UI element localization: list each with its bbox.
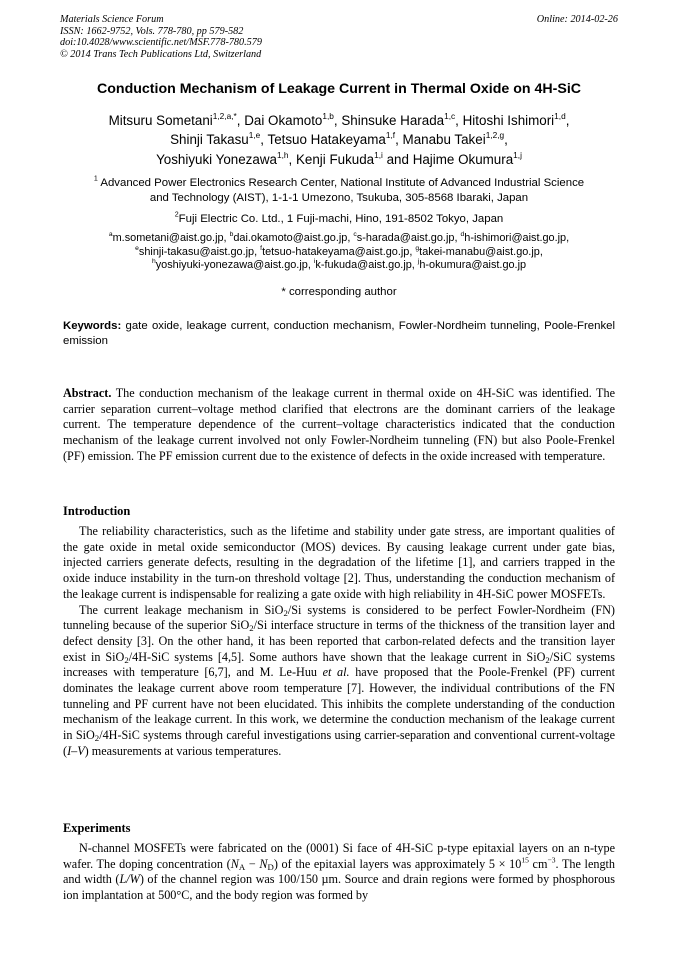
abstract-section	[63, 386, 615, 465]
intro-paragraph-2: The current leakage mechanism in SiO$_2$/Si systems is considered to be perfect Fowler-Nordheim (FN) tunneling because of the superior SiO$_2$/Si interface structure in terms of the thickness of the transition layer and defect density [3]. On the other hand, it has been reported that carbon-related defects and the transition layer exist in SiO$_2$/4H-SiC systems [4,5]. Some authors have shown that the leakage current in SiO$_2$/SiC systems increases with temperature [6,7], and M. Le-Huu et al. have proposed that the Poole-Frenkel (PF) current dominates the leakage current above room temperature [7]. However, the individual contributions of the FN tunneling and PF current have not been elucidated. This inhibits the complete understanding of the conduction mechanism of the leakage current. In this work, we determine the conduction mechanism of the leakage current in SiO$_2$/4H-SiC systems through careful investigations using carrier-separation and conventional current-voltage (I–V) measurements at various temperatures.	[63, 602, 615, 758]
author-name: Manabu Takei	[402, 132, 486, 148]
abstract-text: The conduction mechanism of the leakage current in thermal oxide on 4H-SiC was identified. The carrier separation current–voltage method clarified that electrons are the dominant carriers of the leakage current. The temperature dependence of the current–voltage characteristics indicated that the conduction mechanism of the leakage current involved not only Fowler-Nordheim tunneling (FN) but also Poole-Frenkel (PF) emission. The PF emission current due to the existence of defects in the oxide increased with temperature.	[63, 386, 615, 463]
intro-paragraph-1: The reliability characteristics, such as the lifetime and stability under gate stress, are important qualities of the gate oxide in metal oxide semiconductor (MOS) devices. By causing leakage current under gate bias, injected carriers generate defects, resulting in the degradation of the lifetime [1], and carriers trapped in the oxide induce instability in the turn-on threshold voltage [2]. Thus, understanding the conduction mechanism of the leakage current is indispensable for realizing a gate oxide with high reliability in 4H-SiC power MOSFETs.	[63, 524, 615, 601]
affiliation-text: Advanced Power Electronics Research Center, National Institute of Advanced Industrial Science	[100, 177, 585, 189]
author-name: Shinji Takasu	[170, 132, 249, 148]
author-name: Hajime Okumura	[412, 151, 514, 167]
email-address: s-harada@aist.go.jp	[356, 232, 455, 244]
experiments-heading: Experiments	[63, 821, 131, 835]
affiliation-marker: 1	[93, 175, 98, 183]
author-line-3: Yoshiyuki Yonezawa$^{1,h}$, Kenji Fukuda$^{1,i}$ and Hajime Okumura$^{1,j}$	[156, 149, 522, 167]
author-affil-marker: 1,h	[276, 149, 289, 160]
author-list	[40, 111, 638, 169]
author-affil-marker: 1,2,a,*	[212, 110, 237, 121]
author-name: Dai Okamoto	[244, 113, 323, 128]
email-address: yoshiyuki-yonezawa@aist.go.jp	[155, 259, 308, 272]
author-line-1: Mitsuru Sometani$^{1,2,a,*}$, Dai Okamoto$^{1,b}$, Shinsuke Harada$^{1,c}$, Hitoshi Ishimori$^{1,d}$,	[108, 110, 570, 128]
paper-title: Conduction Mechanism of Leakage Current in Thermal Oxide on 4H-SiC	[96, 81, 582, 97]
keywords-label: Keywords:	[63, 320, 122, 332]
author-affil-marker: 1,f	[385, 130, 396, 141]
affiliation-text: Fuji Electric Co. Ltd., 1 Fuji-machi, Hino, 191-8502 Tokyo, Japan	[178, 213, 504, 225]
author-affil-marker: 1,2,g	[485, 130, 505, 141]
journal-header	[60, 14, 262, 60]
author-affil-marker: 1,b	[322, 110, 334, 121]
keywords-text: gate oxide, leakage current, conduction mechanism, Fowler-Nordheim tunneling, Poole-Frenkel emission	[63, 320, 615, 348]
affiliation-text: and Technology (AIST), 1-1-1 Umezono, Tsukuba, 305-8568 Ibaraki, Japan	[149, 192, 529, 205]
doi-line: doi:10.4028/www.scientific.net/MSF.778-780.579	[60, 37, 262, 49]
keywords-section	[63, 319, 615, 350]
email-address: m.sometani@aist.go.jp	[112, 232, 224, 244]
issn-line: ISSN: 1662-9752, Vols. 778-780, pp 579-582	[60, 25, 244, 37]
online-date: Online: 2014-02-26	[536, 14, 618, 25]
corresponding-author-note: * corresponding author	[281, 286, 397, 298]
author-name: Shinsuke Harada	[341, 113, 445, 128]
abstract-label: Abstract.	[63, 386, 112, 400]
author-name: Hitoshi Ishimori	[462, 113, 555, 128]
author-affil-marker: 1,d	[554, 110, 566, 121]
email-address: h-ishimori@aist.go.jp	[464, 232, 567, 244]
author-name: Yoshiyuki Yonezawa	[156, 151, 277, 167]
email-address: h-okumura@aist.go.jp	[419, 259, 527, 272]
email-address: dai.okamoto@aist.go.jp	[233, 232, 348, 244]
experiments-section	[63, 841, 615, 904]
author-line-2: Shinji Takasu$^{1,e}$, Tetsuo Hatakeyama$^{1,f}$, Manabu Takei$^{1,2,g}$,	[170, 130, 508, 148]
author-name: Kenji Fukuda	[295, 151, 375, 167]
experiments-paragraph-1: N-channel MOSFETs were fabricated on the (0001) Si face of 4H-SiC p-type epitaxial layers on an n-type wafer. The doping concentration $(N_A - N_D)$ of the epitaxial layers was approximately $5 \times 10^{15}$ $cm^{-3}$. The length and width (L/W) of the channel region was 100/150 µm. Source and drain regions were formed by phosphorous ion implantation at 500°C, and the body region was formed by	[63, 841, 616, 903]
affiliation-1	[50, 176, 628, 206]
email-list: $^a$m.sometani@aist.go.jp, $^b$dai.okamoto@aist.go.jp, $^c$s-harada@aist.go.jp, $^d$h-ishimori@aist.go.jp, $^e$shinji-takasu@aist.go.jp, $^f$tetsuo-hatakeyama@aist.go.jp, $^g$takei-manabu@aist.go.jp, $^h$yoshiyuki-yonezawa@aist.go.jp, $^i$k-fukuda@aist.go.jp, $^j$h-okumura@aist.go.jp	[108, 230, 570, 272]
copyright-line: © 2014 Trans Tech Publications Ltd, Switzerland	[60, 48, 262, 60]
online-date-header	[537, 14, 618, 26]
affiliation-marker: 2	[174, 211, 179, 219]
author-affil-marker: 1,c	[444, 110, 456, 121]
author-affil-marker: 1,j	[513, 149, 522, 160]
affiliation-2	[50, 212, 628, 227]
email-address: k-fukuda@aist.go.jp	[315, 259, 412, 272]
journal-name: Materials Science Forum	[60, 14, 164, 25]
author-affil-marker: 1,i	[374, 149, 383, 160]
email-address: shinji-takasu@aist.go.jp	[138, 245, 255, 258]
introduction-section	[63, 524, 615, 760]
email-address: takei-manabu@aist.go.jp	[419, 245, 540, 258]
email-address: tetsuo-hatakeyama@aist.go.jp	[262, 245, 410, 258]
author-name: Tetsuo Hatakeyama	[267, 132, 386, 148]
author-affil-marker: 1,e	[248, 130, 261, 141]
author-name: Mitsuru Sometani	[108, 113, 213, 128]
introduction-heading: Introduction	[63, 504, 131, 518]
